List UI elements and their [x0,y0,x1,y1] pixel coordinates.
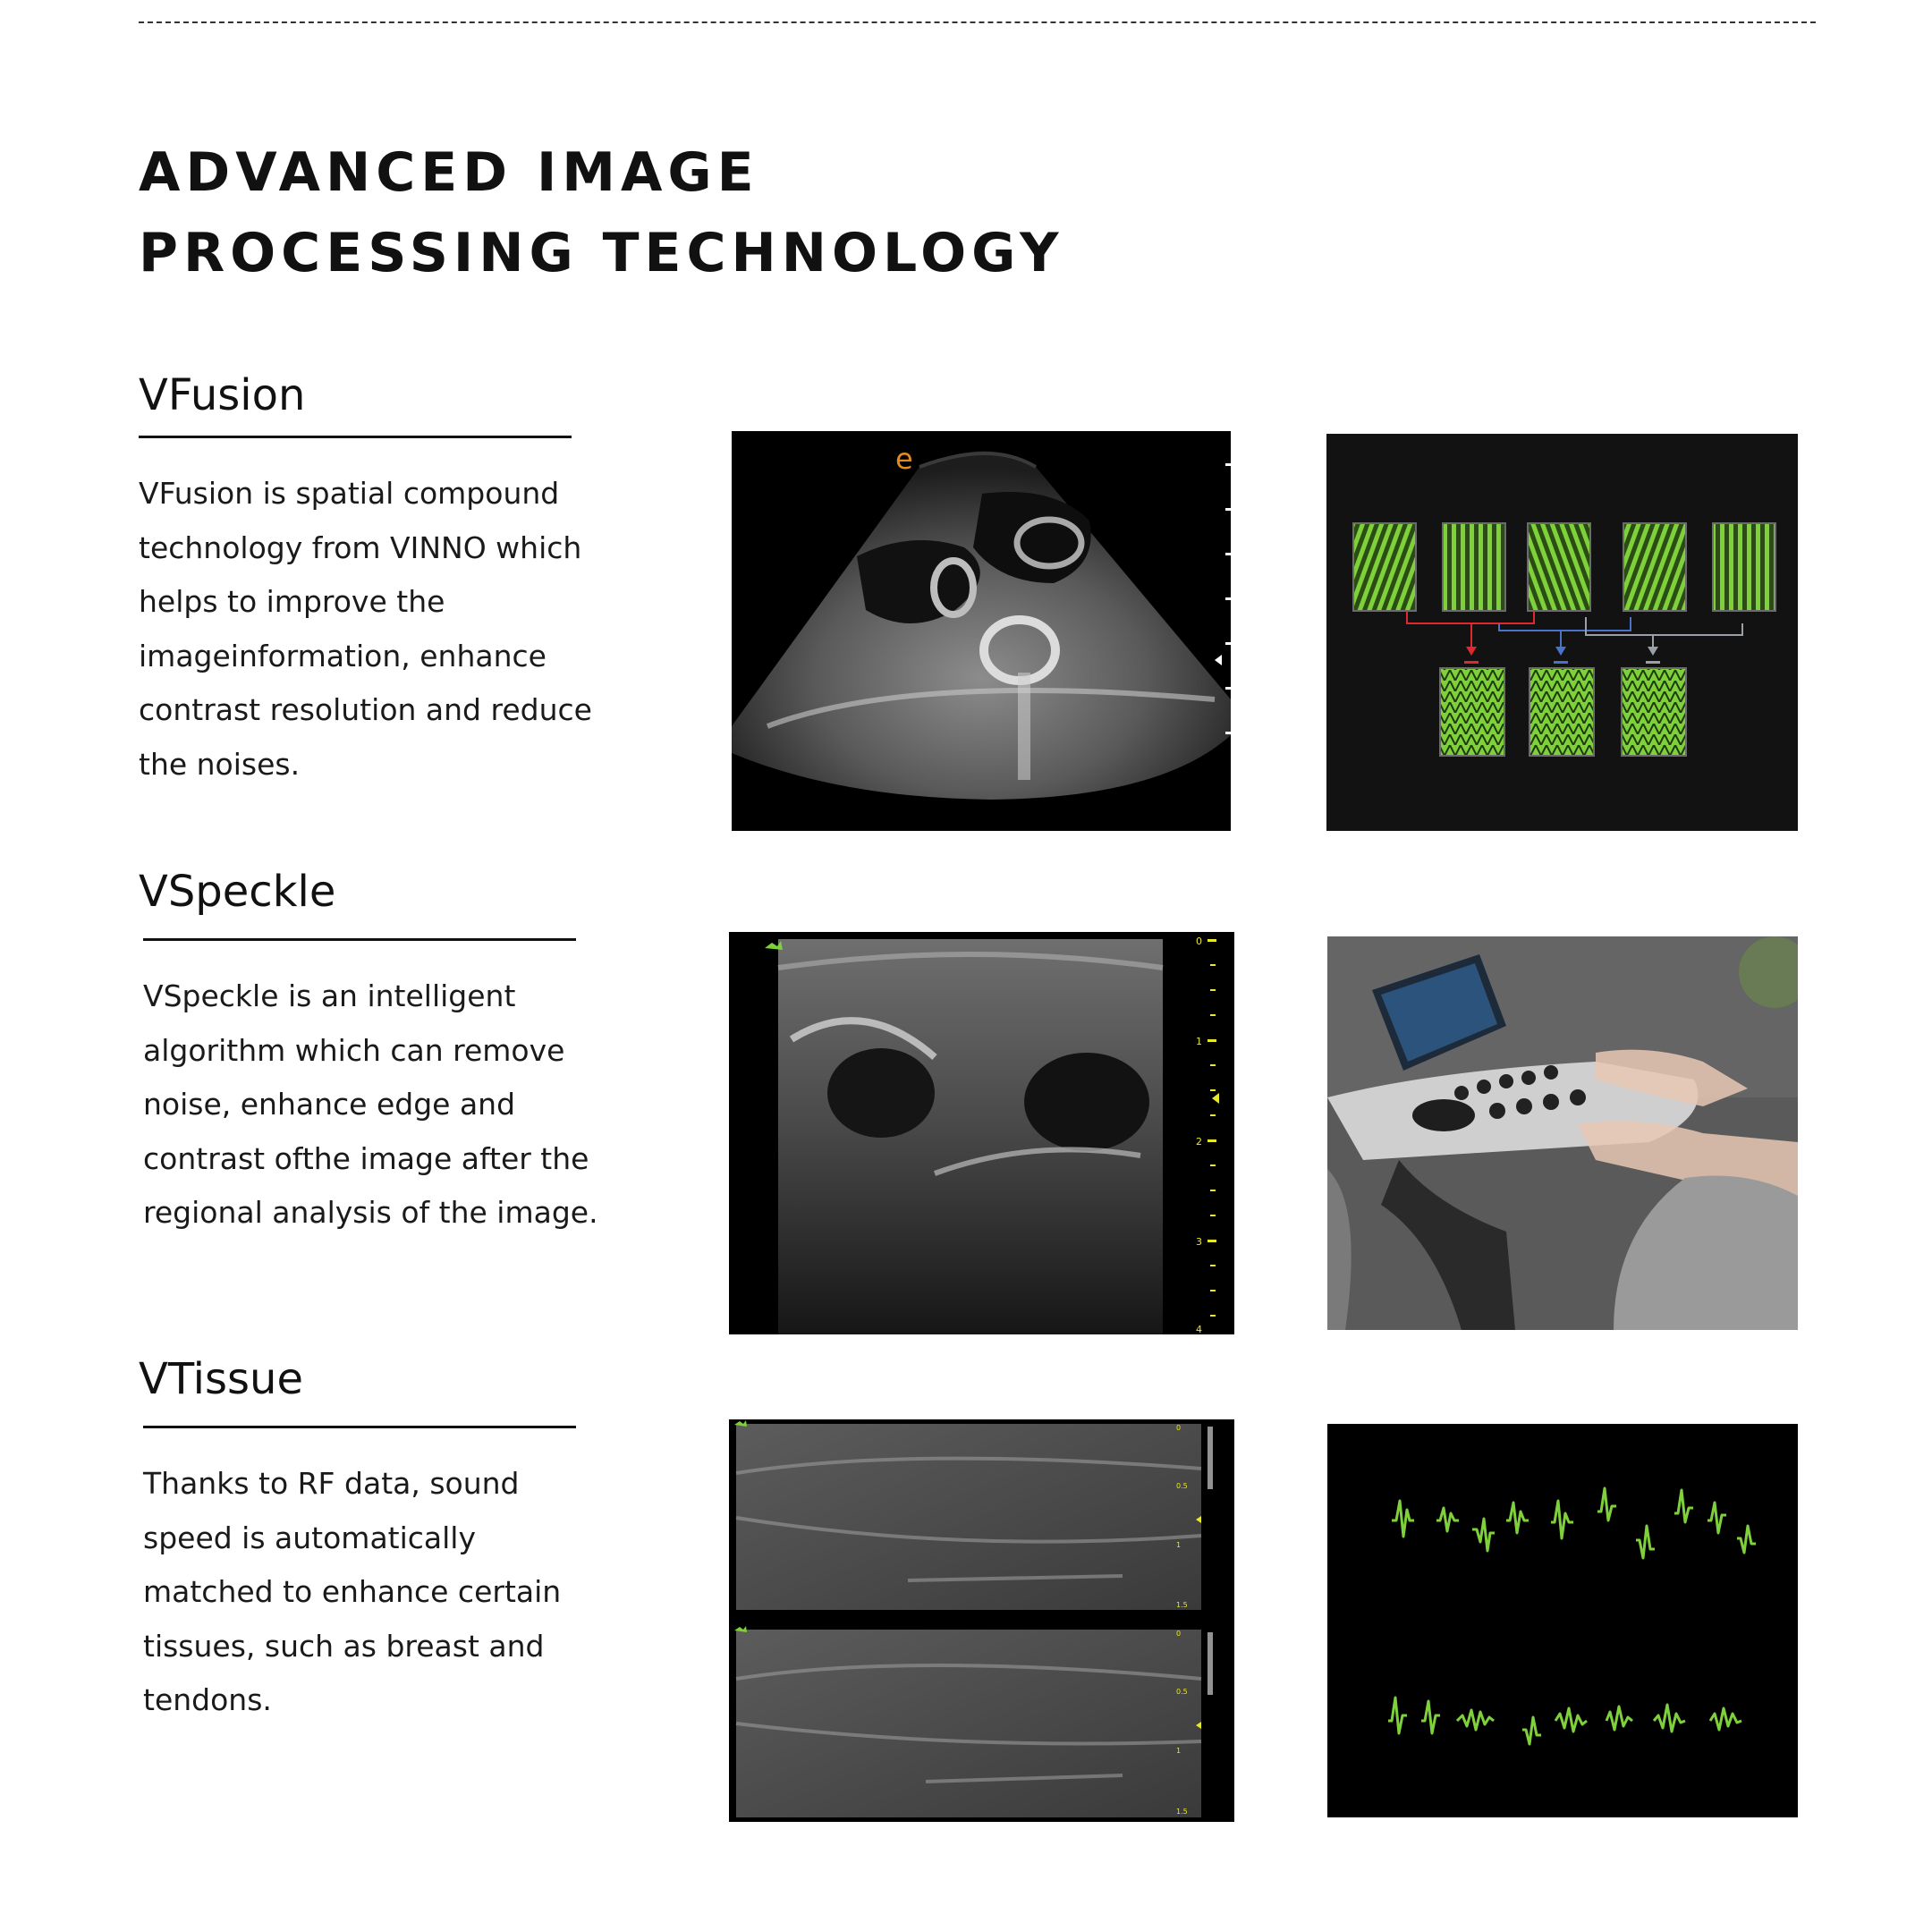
page-title-line-1: ADVANCED IMAGE [139,141,759,204]
input-frame [1528,523,1590,611]
vspeckle-heading: VSpeckle [139,867,336,917]
rf-pulse-waveform [1737,1526,1756,1553]
rf-echo-waveform [1606,1707,1632,1730]
vfusion-compound-diagram [1326,434,1798,831]
compound-output-frame [1530,668,1594,756]
rf-echo-waveform [1654,1705,1685,1732]
gray-marker [1646,661,1660,664]
page-title [139,132,1123,293]
gray-map-bar [1208,1632,1213,1695]
depth-tick-label: 0 [1176,1424,1182,1432]
input-frames [1353,523,1775,611]
compound-output-frame [1622,668,1686,756]
rf-pulse-waveform [1597,1488,1616,1520]
blue-marker [1554,661,1568,664]
rf-echo-waveform [1457,1710,1494,1730]
side-depth-scale [1225,463,1231,734]
vtissue-heading: VTissue [139,1354,303,1404]
rf-pulse-waveform [1472,1519,1495,1551]
acoustic-shadow-column [1018,673,1030,780]
focus-marker-icon [1212,1093,1219,1104]
depth-tick-label: 2 [1196,1136,1202,1148]
depth-tick-label: 0.5 [1176,1482,1188,1490]
red-connector [1407,611,1534,623]
depth-tick-label: 0 [1176,1630,1182,1638]
rf-pulse-waveform [1436,1508,1459,1531]
depth-tick-label: 3 [1196,1236,1202,1248]
depth-scale [1208,939,1216,1317]
vtissue-rf-waveform-diagram [1327,1424,1798,1817]
depth-tick-label: 4 [1196,1324,1202,1334]
vtissue-heading-underline [143,1426,576,1428]
ultrasound-console-photo [1327,936,1798,1330]
rf-pulse-waveform [1392,1501,1414,1537]
blue-arrow-icon [1555,647,1566,656]
rf-echo-waveform [1710,1708,1741,1730]
probe-orientation-icon [765,941,783,950]
vfusion-description: VFusion is spatial compound technology from VINNO which helps to improve the imageinformation, enhance contrast resolution and reduce the noises. [139,476,592,782]
gray-connector [1586,617,1742,635]
depth-tick-label: 1.5 [1176,1601,1188,1609]
depth-tick-label: 1 [1176,1747,1182,1755]
rf-echo-waveform [1421,1701,1440,1733]
rf-pulse-waveform [1674,1490,1693,1522]
vtissue-ultrasound-image [729,1419,1234,1822]
depth-tick-label: 0.5 [1176,1688,1188,1696]
rf-pulse-waveform [1707,1503,1726,1533]
dark-lesion [1024,1053,1149,1151]
vfusion-ultrasound-image [732,431,1231,831]
vfusion-heading-underline [139,436,572,438]
gray-map-bar [1208,1427,1213,1489]
top-dashed-divider [139,21,1816,23]
rf-echo-waveform [1388,1698,1407,1733]
focus-marker-icon [1215,655,1222,665]
rf-echo-waveform [1555,1708,1587,1732]
input-frame [1443,523,1505,611]
dark-lesion [827,1048,935,1138]
rf-echo-waveform [1522,1717,1541,1744]
vfusion-heading: VFusion [139,370,306,420]
depth-tick-label: 0 [1196,936,1202,947]
vtissue-description: Thanks to RF data, sound speed is automatically matched to enhance certain tissues, such as breast and tendons. [143,1466,562,1717]
rf-pulse-waveform [1551,1501,1573,1538]
vspeckle-description: VSpeckle is an intelligent algorithm which can remove noise, enhance edge and contrast ofthe image after the regional analysis of the image. [143,978,598,1230]
trackball [1412,1099,1475,1131]
depth-tick-label: 1 [1196,1036,1202,1047]
depth-tick-label: 1.5 [1176,1808,1188,1816]
depth-tick-label: 1 [1176,1541,1182,1549]
compound-output-frame [1440,668,1504,756]
red-arrow-icon [1466,647,1477,656]
vspeckle-heading-underline [143,938,576,941]
page-title-line-2: PROCESSING TECHNOLOGY [139,222,1064,284]
input-frame [1713,523,1775,611]
input-frame [1353,523,1416,611]
vspeckle-ultrasound-image [729,932,1234,1334]
rf-pulse-waveform [1506,1503,1529,1533]
input-frame [1623,523,1686,611]
vendor-logo-icon: e [895,442,913,476]
bottom-scan-field [736,1630,1201,1817]
top-scan-field [736,1424,1201,1610]
red-marker [1464,661,1479,664]
rf-pulse-waveform [1636,1526,1655,1558]
gray-arrow-icon [1648,647,1658,656]
